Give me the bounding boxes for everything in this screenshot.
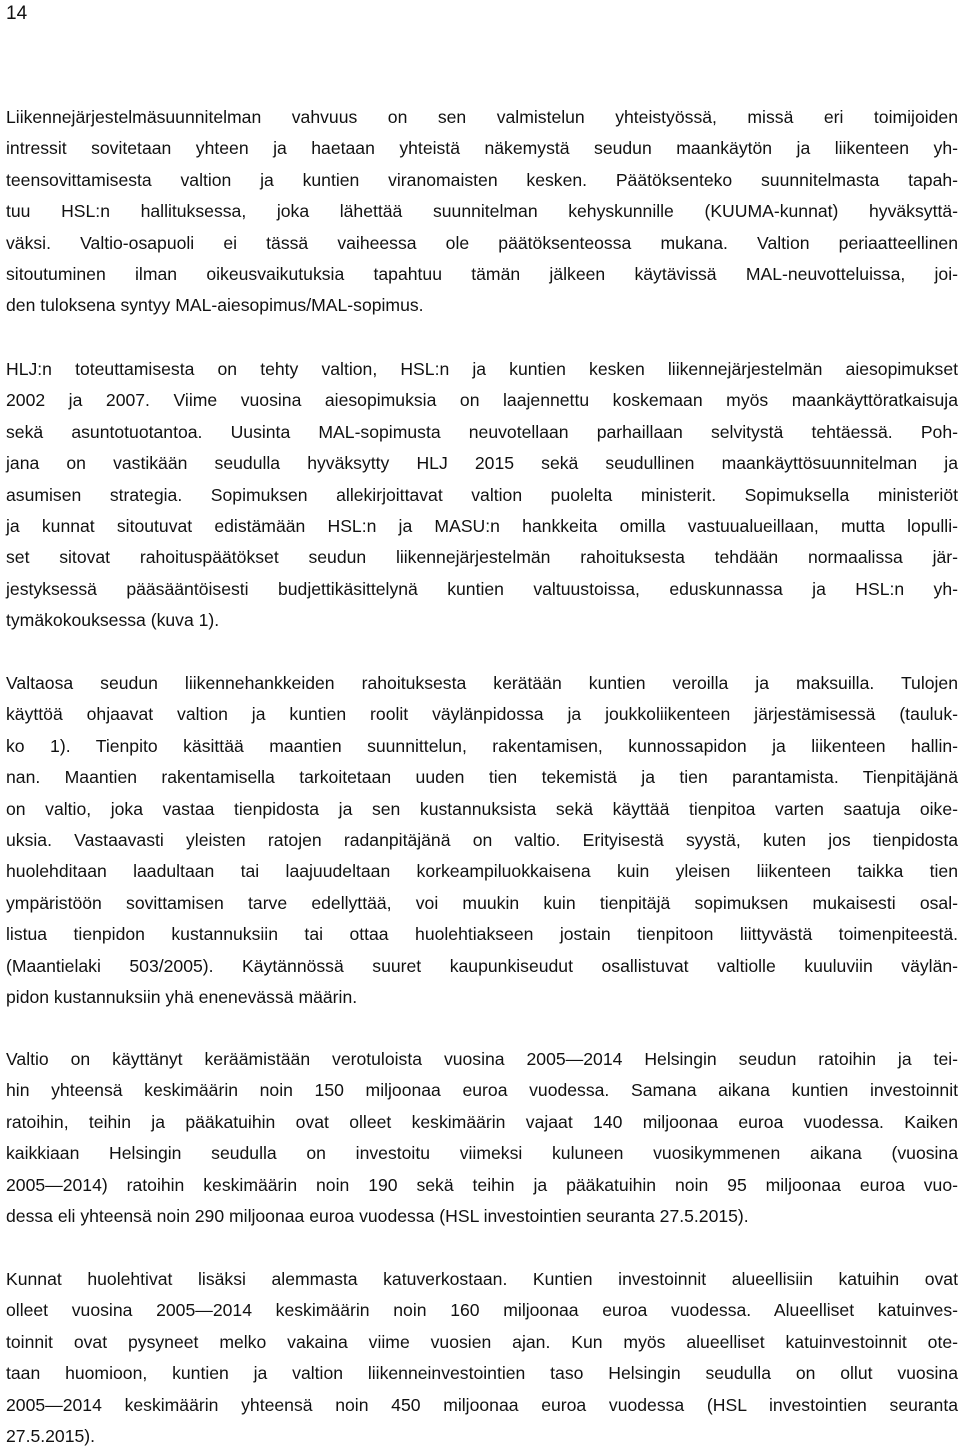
text-line: uksia. Vastaavasti yleisten ratojen radanpitäjänä on valtio. Erityisestä syystä, kuten jos tienpidosta — [6, 829, 958, 850]
paragraph-2 — [6, 354, 958, 637]
text-line: (Maantielaki 503/2005). Käytännössä suuret kaupunkiseudut osallistuvat valtiolle kuuluviin väylän- — [6, 955, 958, 976]
text-line: sitoutuminen ilman oikeusvaikutuksia tapahtuu tämän jälkeen käytävissä MAL-neuvotteluissa, joi- — [6, 263, 958, 284]
text-line: teensovittamisesta valtion ja kuntien viranomaisten kesken. Päätöksenteko suunnitelmasta tapah- — [6, 169, 958, 190]
text-line: listua tienpidon kustannuksiin tai ottaa huolehtiakseen jostain tienpitoon liittyvästä toimenpiteestä. — [6, 924, 958, 945]
text-line: kaikkiaan Helsingin seudulla on investoitu viimeksi kuluneen vuosikymmenen aikana (vuosina — [6, 1143, 958, 1164]
text-line: väksi. Valtio-osapuoli ei tässä vaiheessa ole päätöksenteossa mukana. Valtion periaatteellinen — [6, 232, 958, 253]
text-line: ko 1). Tienpito käsittää maantien suunnittelun, rakentamisen, kunnossapidon ja liikenteen hallin- — [6, 735, 958, 756]
paragraph-5 — [6, 1264, 958, 1452]
text-line: ratoihin, teihin ja pääkatuihin ovat olleet keskimäärin vajaat 140 miljoonaa euroa vuodessa. Kaiken — [6, 1111, 958, 1132]
text-line: Liikennejärjestelmäsuunnitelman vahvuus on sen valmistelun yhteistyössä, missä eri toimijoiden — [6, 107, 958, 127]
text-line: Valtaosa seudun liikennehankkeiden rahoituksesta kerätään kuntien veroilla ja maksuilla. Tulojen — [6, 673, 958, 693]
text-line: käyttöä ohjaavat valtion ja kuntien roolit väylänpidossa ja joukkoliikenteen järjestämisessä (tauluk- — [6, 704, 958, 725]
text-line: tymäkokouksessa (kuva 1). — [6, 610, 220, 631]
text-line: on valtio, joka vastaa tienpidosta ja sen kustannuksista sekä käyttää tienpitoa varten saatuja oike- — [6, 798, 958, 819]
paragraph-1 — [6, 102, 958, 322]
paragraph-3 — [6, 668, 958, 1013]
text-line: Kunnat huolehtivat lisäksi alemmasta katuverkostaan. Kuntien investoinnit alueellisiin katuihin ovat — [6, 1269, 958, 1289]
text-line: taan huomioon, kuntien ja valtion liikenneinvestointien taso Helsingin seudulla on ollut vuosina — [6, 1363, 958, 1384]
text-line: toinnit ovat pysyneet melko vakaina viime vuosien ajan. Kun myös alueelliset katuinvestoinnit ote- — [6, 1331, 958, 1352]
paragraph-4 — [6, 1044, 958, 1232]
text-line: HLJ:n toteuttamisesta on tehty valtion, HSL:n ja kuntien kesken liikennejärjestelmän aiesopimukset — [6, 359, 958, 379]
text-line: 2005—2014) ratoihin keskimäärin noin 190 sekä teihin ja pääkatuihin noin 95 miljoonaa euroa vuo- — [6, 1174, 958, 1195]
text-line: ympäristöön sovittamisen tarve edellyttää, voi muukin kuin tienpitäjä sopimuksen mukaisesti osal- — [6, 892, 958, 913]
text-line: set sitovat rahoituspäätökset seudun liikennejärjestelmän rahoituksesta tehdään normaalissa jär- — [6, 547, 958, 568]
text-line: huolehditaan laadultaan tai laajuudeltaan korkeampiluokkaisena kuin yleisen liikenteen taikka tien — [6, 861, 958, 882]
text-line: Valtio on käyttänyt keräämistään verotuloista vuosina 2005—2014 Helsingin seudun ratoihin ja tei- — [6, 1049, 958, 1069]
text-line: ja kunnat sitoutuvat edistämään HSL:n ja MASU:n hankkeita omilla vastuualueillaan, mutta lopulli- — [6, 515, 958, 536]
text-line: 27.5.2015). — [6, 1425, 96, 1446]
text-line: 2005—2014 keskimäärin yhteensä noin 450 miljoonaa euroa vuodessa (HSL investointien seuranta — [6, 1394, 958, 1415]
text-line: tuu HSL:n hallituksessa, joka lähettää suunnitelman kehyskunnille (KUUMA-kunnat) hyväksyttä- — [6, 201, 958, 222]
text-line: pidon kustannuksiin yhä enenevässä määrin. — [6, 986, 358, 1007]
text-line: asumisen strategia. Sopimuksen allekirjoittavat valtion puolelta ministerit. Sopimuksella ministeriöt — [6, 484, 958, 505]
text-line: den tuloksena syntyy MAL-aiesopimus/MAL-sopimus. — [6, 295, 424, 316]
text-line: jana on vastikään seudulla hyväksytty HLJ 2015 sekä seudullinen maankäyttösuunnitelman ja — [6, 453, 958, 474]
text-line: jestyksessä pääsääntöisesti budjettikäsittelynä kuntien valtuustoissa, eduskunnassa ja HSL:n yh- — [6, 578, 958, 599]
text-line: olleet vuosina 2005—2014 keskimäärin noin 160 miljoonaa euroa vuodessa. Alueelliset katuinves- — [6, 1300, 958, 1321]
text-line: dessa eli yhteensä noin 290 miljoonaa euroa vuodessa (HSL investointien seuranta 27.5.2015). — [6, 1205, 749, 1226]
text-line: intressit sovitetaan yhteen ja haetaan yhteistä näkemystä seudun maankäytön ja liikenteen yh- — [6, 138, 958, 159]
text-line: hin yhteensä keskimäärin noin 150 miljoonaa euroa vuodessa. Samana aikana kuntien investoinnit — [6, 1080, 958, 1101]
page-number: 14 — [6, 3, 28, 24]
text-line: 2002 ja 2007. Viime vuosina aiesopimuksia on laajennettu koskemaan myös maankäyttöratkaisuja — [6, 390, 958, 411]
text-line: sekä asuntotuotantoa. Uusinta MAL-sopimusta neuvotellaan parhaillaan selvitystä tehtäessä. Poh- — [6, 421, 958, 442]
text-line: nan. Maantien rakentamisella tarkoitetaan uuden tien tekemistä ja tien parantamista. Tienpitäjänä — [6, 767, 958, 788]
